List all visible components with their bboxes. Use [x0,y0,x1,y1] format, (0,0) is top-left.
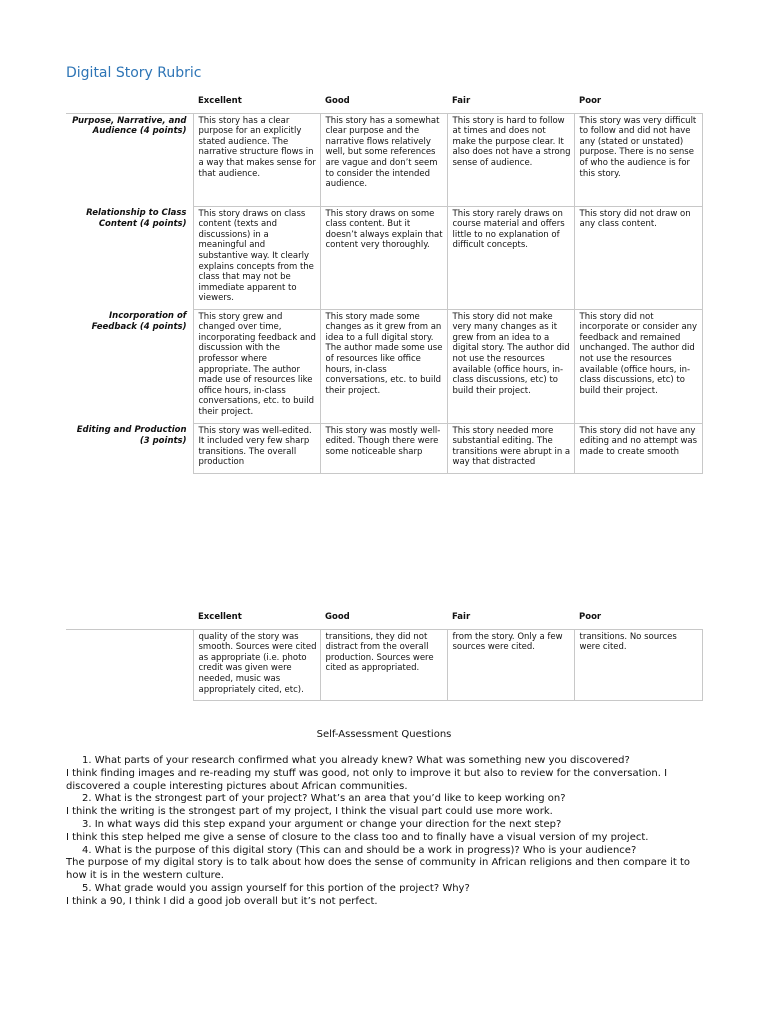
header-excellent: Excellent [198,612,242,622]
header-poor: Poor [579,612,602,622]
rubric-row-editing-continued [66,629,702,700]
rubric-cell: This story has a somewhat clear purpose and the narrative flows relatively well, but some references are vague and don’t seem to consider the intended audience. [320,113,447,206]
rubric-header-row [66,612,702,629]
rubric-cell: from the story. Only a few sources were cited. [447,629,574,700]
rubric-cell: transitions, they did not distract from the overall production. Sources were cited as appropriated. [320,629,447,700]
criterion-label: Editing and Production (3 points) [66,423,193,473]
rubric-cell: This story was well-edited. It included very few sharp transitions. The overall production [193,423,320,473]
header-fair: Fair [452,612,471,622]
criterion-label [66,629,193,700]
answer-5: I think a 90, I think I did a good job overall but it’s not perfect. [66,895,378,907]
answer-2: I think the writing is the strongest part of my project, I think the visual part could use more work. [66,806,553,818]
rubric-cell: This story rarely draws on course material and offers little to no explanation of difficult concepts. [447,206,574,309]
rubric-cell: This story made some changes as it grew from an idea to a full digital story. The author made some use of resources like office hours, in-class conversations, etc. to build their project. [320,309,447,423]
rubric-header-row [66,96,702,113]
self-assessment-heading: Self-Assessment Questions [316,729,452,740]
answer-4: The purpose of my digital story is to talk about how does the sense of community in African religions and then compare it to how it is in the western culture. [66,857,690,882]
question-3: 3. In what ways did this step expand your argument or change your direction for the next step? [82,818,562,830]
answer-3: I think this step helped me give a sense of closure to the class too and to finally have a visual version of my project. [66,831,649,843]
header-excellent: Excellent [198,96,242,106]
rubric-cell: This story did not have any editing and no attempt was made to create smooth [574,423,702,473]
rubric-cell: This story did not incorporate or consider any feedback and remained unchanged. The author did not use the resources available (office hours, in-class discussions, etc) to build their project. [574,309,702,423]
rubric-row-editing [66,423,702,473]
rubric-cell: This story has a clear purpose for an explicitly stated audience. The narrative structure flows in a way that makes sense for that audience. [193,113,320,206]
header-poor: Poor [579,96,602,106]
rubric-cell: This story is hard to follow at times and does not make the purpose clear. It also does not have a strong sense of audience. [447,113,574,206]
question-2: 2. What is the strongest part of your project? What’s an area that you’d like to keep working on? [82,793,566,805]
header-good: Good [325,612,350,622]
rubric-cell: This story did not draw on any class content. [574,206,702,309]
self-assessment-list [66,755,706,909]
rubric-table [66,96,703,474]
rubric-cell: transitions. No sources were cited. [574,629,702,700]
rubric-row-feedback [66,309,702,423]
rubric-cell: This story needed more substantial editing. The transitions were abrupt in a way that distracted [447,423,574,473]
header-criterion [66,96,193,113]
criterion-label: Relationship to Class Content (4 points) [66,206,193,309]
criterion-label: Incorporation of Feedback (4 points) [66,309,193,423]
question-1: 1. What parts of your research confirmed what you already knew? What was something new you discovered? [82,755,630,766]
answer-1: I think finding images and re-reading my stuff was good, not only to improve it but also to review for the conversation. I discovered a couple interesting pictures about African communities. [66,767,668,792]
rubric-cell: This story was mostly well-edited. Though there were some noticeable sharp [320,423,447,473]
rubric-cell: This story draws on some class content. But it doesn’t always explain that content very thoroughly. [320,206,447,309]
document-title: Digital Story Rubric [66,65,202,81]
rubric-cell: This story grew and changed over time, incorporating feedback and discussion with the professor where appropriate. The author made use of resources like office hours, in-class conversations, etc. to build their project. [193,309,320,423]
rubric-cell: This story was very difficult to follow and did not have any (stated or unstated) purpose. There is no sense of who the audience is for this story. [574,113,702,206]
question-5: 5. What grade would you assign yourself for this portion of the project? Why? [82,882,470,894]
rubric-table-continued [66,612,703,701]
rubric-cell: This story draws on class content (texts and discussions) in a meaningful and substantive way. It clearly explains concepts from the class that may not be immediate apparent to viewers. [193,206,320,309]
header-fair: Fair [452,96,471,106]
header-criterion [66,612,193,629]
criterion-label: Purpose, Narrative, and Audience (4 points) [66,113,193,206]
rubric-row-class-content [66,206,702,309]
header-good: Good [325,96,350,106]
rubric-cell: This story did not make very many changes as it grew from an idea to a digital story. The author did not use the resources available (office hours, in-class discussions, etc) to build their project. [447,309,574,423]
rubric-cell: quality of the story was smooth. Sources were cited as appropriate (i.e. photo credit was given were needed, music was appropriately cited, etc). [193,629,320,700]
rubric-row-purpose [66,113,702,206]
question-4: 4. What is the purpose of this digital story (This can and should be a work in progress)? Who is your audience? [82,844,637,856]
